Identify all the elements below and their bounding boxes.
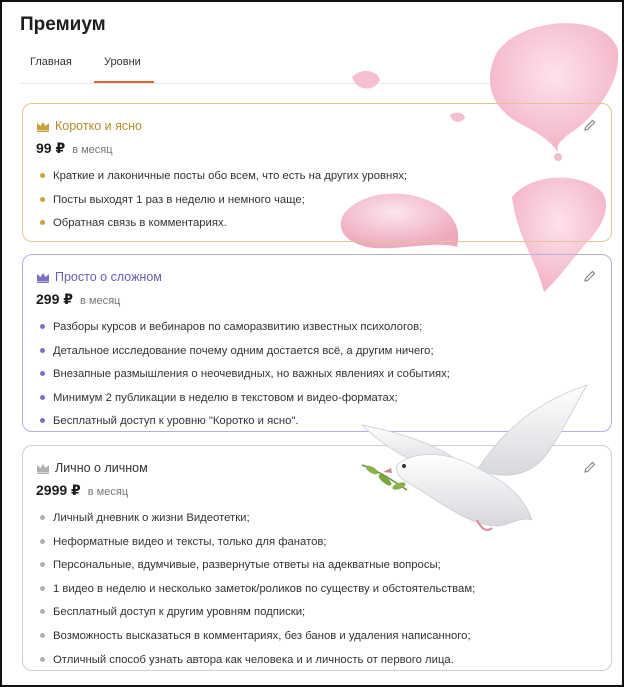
tier-name: Просто о сложном xyxy=(55,270,162,284)
tier-price-row xyxy=(36,482,128,499)
list-item: 1 видео в неделю и несколько заметок/роликов по существу и обстоятельствам; xyxy=(39,581,475,605)
tier-header xyxy=(36,119,142,133)
tier-price: 99 ₽ xyxy=(36,140,66,156)
tier-card[interactable] xyxy=(22,103,612,242)
tier-header xyxy=(36,270,162,284)
list-item: Персональные, вдумчивые, развернутые ответы на адекватные вопросы; xyxy=(39,557,475,581)
tier-price-row xyxy=(36,291,120,308)
tier-period: в месяц xyxy=(87,486,129,498)
tier-card[interactable] xyxy=(22,445,612,671)
list-item: Посты выходят 1 раз в неделю и немного чаще; xyxy=(39,192,407,216)
list-item: Отличный способ узнать автора как человека и и личность от первого лица. xyxy=(39,652,475,676)
list-item: Внезапные размышления о неочевидных, но важных явлениях и событиях; xyxy=(39,366,450,390)
tier-price-row xyxy=(36,140,113,157)
perk-list xyxy=(39,510,475,675)
tier-header xyxy=(36,461,148,475)
tier-period: в месяц xyxy=(80,295,121,307)
tier-name: Коротко и ясно xyxy=(55,119,142,133)
tier-price: 299 ₽ xyxy=(36,291,73,307)
list-item: Разборы курсов и вебинаров по саморазвитию известных психологов; xyxy=(39,319,450,343)
edit-pencil-icon[interactable] xyxy=(583,118,597,132)
list-item: Краткие и лаконичные посты обо всем, что есть на других уровнях; xyxy=(39,168,407,192)
crown-icon xyxy=(36,463,50,474)
tier-card[interactable] xyxy=(22,254,612,432)
list-item: Бесплатный доступ к уровню "Коротко и ясно". xyxy=(39,413,450,437)
list-item: Личный дневник о жизни Видеотетки; xyxy=(39,510,475,534)
perk-list xyxy=(39,319,450,437)
list-item: Детальное исследование почему одним достается всё, а другим ничего; xyxy=(39,343,450,367)
list-item: Обратная связь в комментариях. xyxy=(39,215,407,239)
tab-levels[interactable]: Уровни xyxy=(104,56,141,68)
tier-name: Лично о личном xyxy=(55,461,148,475)
edit-pencil-icon[interactable] xyxy=(583,460,597,474)
tier-price: 2999 ₽ xyxy=(36,482,81,498)
crown-icon xyxy=(36,121,50,132)
list-item: Бесплатный доступ к другим уровням подписки; xyxy=(39,604,475,628)
perk-list xyxy=(39,168,407,239)
list-item: Неформатные видео и тексты, только для фанатов; xyxy=(39,534,475,558)
tab-home[interactable]: Главная xyxy=(30,56,72,68)
crown-icon xyxy=(36,272,50,283)
tabs-divider xyxy=(20,83,610,84)
page-title: Премиум xyxy=(20,14,106,35)
list-item: Возможность высказаться в комментариях, без банов и удаления написанного; xyxy=(39,628,475,652)
tab-bar xyxy=(2,46,622,84)
edit-pencil-icon[interactable] xyxy=(583,269,597,283)
list-item: Минимум 2 публикации в неделю в текстовом и видео-форматах; xyxy=(39,390,450,414)
tier-period: в месяц xyxy=(72,144,113,156)
